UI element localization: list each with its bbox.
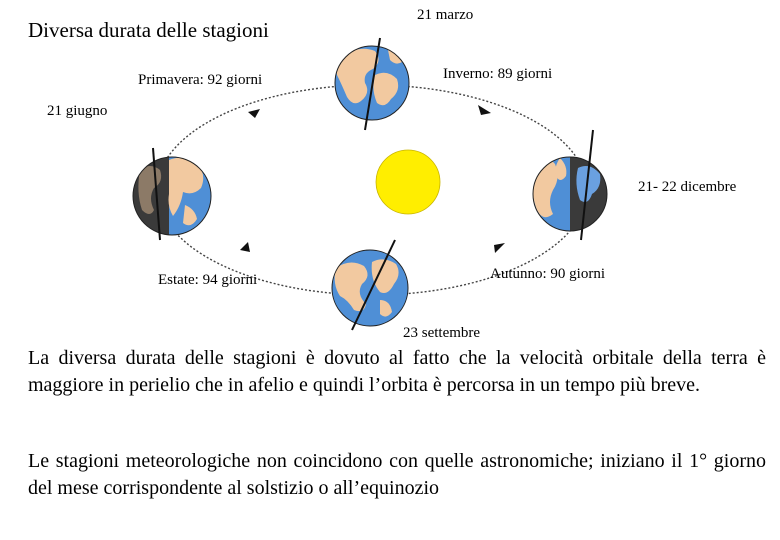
date-label-june: 21 giugno xyxy=(47,103,108,119)
sun-icon xyxy=(376,150,440,214)
meteorological-note-paragraph: Le stagioni meteorologiche non coincidono con quelle astronomiche; iniziano il 1° giorno del mese corrispondente al solstizio o all’equinozio xyxy=(28,450,766,499)
orbit-arrow-icon xyxy=(240,242,250,252)
earth-march-icon xyxy=(335,38,409,130)
season-label-spring: Primavera: 92 giorni xyxy=(138,72,263,88)
explanation-paragraph: La diversa durata delle stagioni è dovuto al fatto che la velocità orbitale della terra è maggiore in perielio che in afelio e quindi l’orbita è percorsa in un tempo più breve. xyxy=(28,347,766,396)
season-label-summer: Estate: 94 giorni xyxy=(158,272,258,288)
date-label-march: 21 marzo xyxy=(417,7,474,23)
orbit-arrow-icon xyxy=(494,243,505,253)
orbit-arrow-icon xyxy=(478,105,491,115)
season-label-autumn: Autunno: 90 giorni xyxy=(490,266,605,282)
date-label-december: 21- 22 dicembre xyxy=(638,179,737,195)
diagram-title: Diversa durata delle stagioni xyxy=(28,18,269,42)
earth-june-icon xyxy=(133,148,211,240)
earth-december-icon xyxy=(532,130,610,240)
earth-september-icon xyxy=(332,240,408,330)
season-label-winter: Inverno: 89 giorni xyxy=(443,66,553,82)
orbit-arrow-icon xyxy=(248,109,260,118)
date-label-september: 23 settembre xyxy=(403,325,481,341)
